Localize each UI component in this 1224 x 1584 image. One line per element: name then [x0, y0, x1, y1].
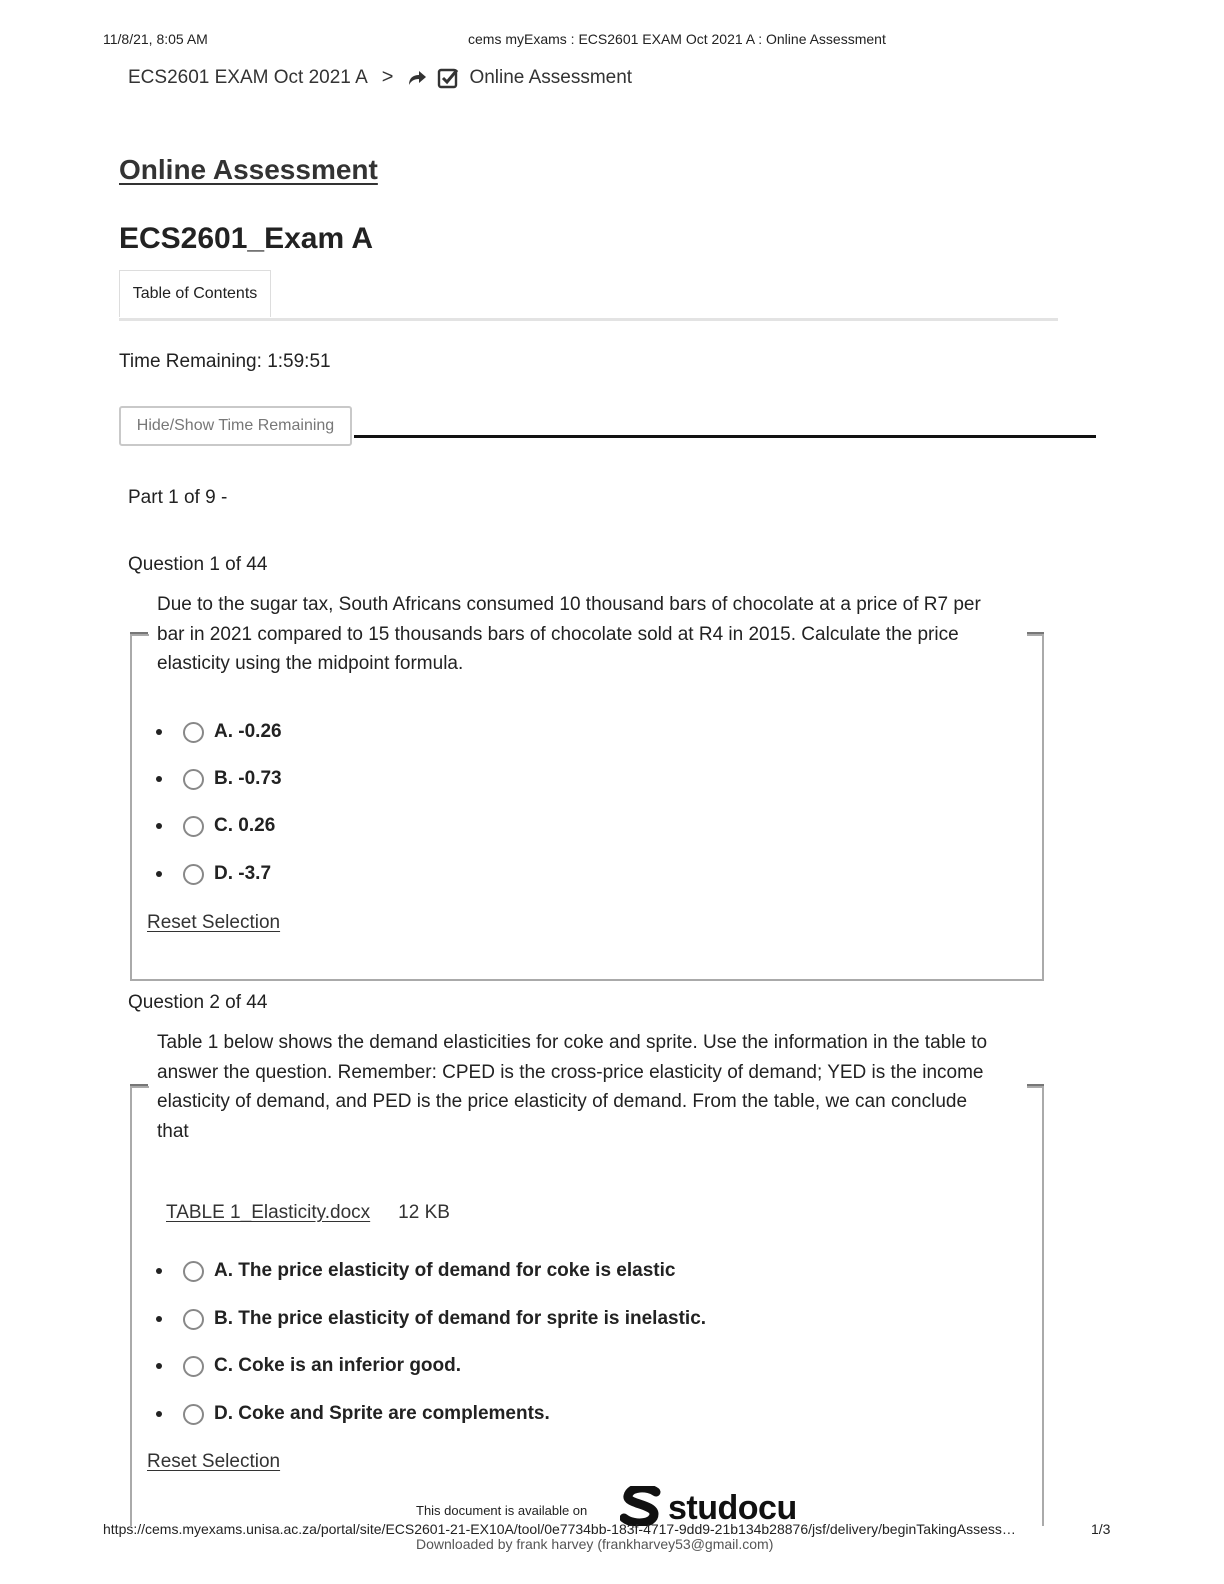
question-2-label: Question 2 of 44	[128, 992, 268, 1013]
question-2-option-a[interactable]	[156, 1260, 675, 1282]
question-2-text-line: Table 1 below shows the demand elasticities for coke and sprite. Use the information in the table to	[157, 1032, 988, 1053]
question-1-option-a[interactable]	[156, 721, 282, 743]
toc-tabbar	[119, 270, 1058, 321]
bullet-icon	[156, 1411, 162, 1417]
option-label: A. The price elasticity of demand for coke is elastic	[214, 1260, 676, 1281]
question-1-text-line: elasticity using the midpoint formula.	[157, 653, 464, 674]
bullet-icon	[156, 1268, 162, 1274]
question-2-option-d[interactable]	[156, 1403, 550, 1425]
time-remaining-value: 1:59:51	[267, 351, 331, 372]
bullet-icon	[156, 1363, 162, 1369]
option-label: D. Coke and Sprite are complements.	[214, 1403, 550, 1424]
option-label: C. Coke is an inferior good.	[214, 1355, 462, 1376]
print-datetime: 11/8/21, 8:05 AM	[103, 31, 208, 47]
question-1-box-corner-left	[130, 632, 148, 634]
time-remaining-label: Time Remaining:	[119, 351, 268, 372]
option-label: B. -0.73	[214, 768, 282, 789]
footer-url: https://cems.myexams.unisa.ac.za/portal/site/ECS2601-21-EX10A/tool/0e7734bb-183f-4717-9dd9-21b134b28876/jsf/delivery/beginTakingAssess…	[103, 1521, 1016, 1537]
bullet-icon	[156, 823, 162, 829]
bullet-icon	[156, 1316, 162, 1322]
attachment-link[interactable]: TABLE 1_Elasticity.docx	[166, 1202, 371, 1223]
option-label: A. -0.26	[214, 721, 282, 742]
bullet-icon	[156, 776, 162, 782]
breadcrumb-parent-link[interactable]: ECS2601 EXAM Oct 2021 A	[128, 66, 368, 88]
question-1-option-d[interactable]	[156, 863, 271, 885]
question-1-text-line: Due to the sugar tax, South Africans consumed 10 thousand bars of chocolate at a price of R7 per	[157, 594, 981, 615]
radio-button[interactable]	[183, 769, 204, 790]
question-2-text-line: answer the question. Remember: CPED is the cross-price elasticity of demand; YED is the income	[157, 1061, 984, 1083]
radio-button[interactable]	[183, 1356, 204, 1377]
footer-downloaded-by: Downloaded by frank harvey (frankharvey53@gmail.com)	[416, 1536, 774, 1552]
question-1-label: Question 1 of 44	[128, 554, 268, 575]
question-2-attachment	[166, 1202, 450, 1224]
breadcrumb-separator: >	[381, 66, 394, 88]
timer-progress-bar	[354, 435, 1096, 438]
question-2-box-corner-right	[1026, 1084, 1044, 1086]
page-title[interactable]: Online Assessment	[119, 154, 378, 185]
question-1-option-c[interactable]	[156, 815, 275, 837]
print-page-title: cems myExams : ECS2601 EXAM Oct 2021 A : Online Assessment	[468, 31, 886, 47]
bullet-icon	[156, 729, 162, 735]
share-arrow-icon	[407, 69, 427, 87]
bullet-icon	[156, 871, 162, 877]
question-2-text-line: elasticity of demand, and PED is the price elasticity of demand. From the table, we can conclude	[157, 1091, 968, 1112]
hide-show-time-button[interactable]: Hide/Show Time Remaining	[119, 406, 352, 446]
question-2-text	[149, 1028, 1027, 1146]
option-label: D. -3.7	[214, 863, 272, 884]
question-2-reset-selection-link[interactable]: Reset Selection	[147, 1451, 281, 1472]
radio-button[interactable]	[183, 816, 204, 837]
radio-button[interactable]	[183, 722, 204, 743]
question-1-text-line: bar in 2021 compared to 15 thousands bars of chocolate sold at R4 in 2015. Calculate the price	[157, 623, 959, 645]
question-2-option-b[interactable]	[156, 1308, 706, 1330]
radio-button[interactable]	[183, 1261, 204, 1282]
radio-button[interactable]	[183, 1309, 204, 1330]
question-1-text	[149, 590, 1027, 679]
part-label: Part 1 of 9 -	[128, 487, 228, 508]
attachment-size: 12 KB	[398, 1202, 450, 1223]
tab-table-of-contents[interactable]: Table of Contents	[119, 270, 271, 317]
footer-page-number: 1/3	[1091, 1521, 1111, 1537]
footer-available-on: This document is available on	[416, 1503, 588, 1518]
time-remaining	[119, 351, 331, 373]
breadcrumb-current: Online Assessment	[469, 66, 633, 88]
option-label: B. The price elasticity of demand for sprite is inelastic.	[214, 1308, 707, 1329]
question-2-text-line: that	[157, 1120, 189, 1142]
question-1-option-b[interactable]	[156, 768, 282, 790]
question-1-reset-selection-link[interactable]: Reset Selection	[147, 912, 281, 933]
question-2-option-c[interactable]	[156, 1355, 461, 1377]
radio-button[interactable]	[183, 864, 204, 885]
question-2-box-corner-left	[130, 1084, 148, 1086]
question-1-box-corner-right	[1026, 632, 1044, 634]
option-label: C. 0.26	[214, 815, 276, 836]
checkbox-checked-icon	[437, 67, 459, 89]
exam-title: ECS2601_Exam A	[119, 222, 374, 255]
breadcrumb	[128, 66, 632, 89]
studocu-wordmark: studocu	[668, 1489, 797, 1527]
radio-button[interactable]	[183, 1404, 204, 1425]
